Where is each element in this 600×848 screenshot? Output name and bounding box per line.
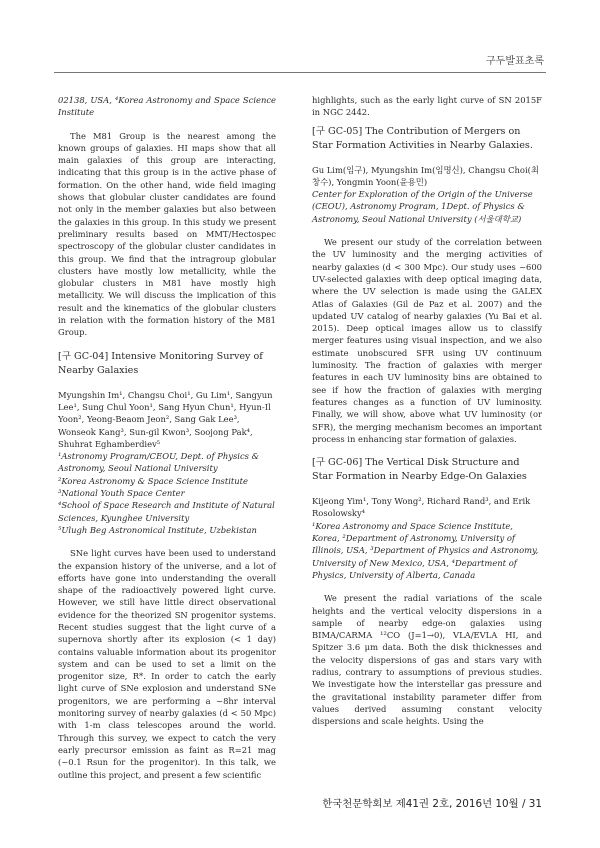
gc04-affiliation-3: ³National Youth Space Center	[58, 488, 185, 499]
gc05-authors: Gu Lim(임구), Myungshin Im(임명신), Changsu Choi(최창수), Yongmin Yoon(윤용민)	[312, 164, 540, 187]
gc04-title: [구 GC-04] Intensive Monitoring Survey of Nearby Galaxies	[58, 350, 263, 376]
header-divider	[54, 72, 546, 73]
gc06-authors: Kijeong Yim¹, Tony Wong², Richard Rand³, and Erik Rosolowsky⁴	[312, 496, 531, 519]
gc06-title: [구 GC-06] The Vertical Disk Structure and Star Formation in Nearby Edge-On Galaxies	[312, 457, 527, 483]
gc04-affiliation-2: ²Korea Astronomy & Space Science Institute	[58, 475, 248, 486]
gc04-affiliation-5: ⁵Ulugh Beg Astronomical Institute, Uzbekistan	[58, 524, 257, 535]
right-column	[312, 94, 542, 727]
gc04-affiliation-1: ¹Astronomy Program/CEOU, Dept. of Physics & Astronomy, Seoul National University	[58, 451, 260, 474]
gc06-abstract-text: We present the radial variations of the scale heights and the vertical velocity dispersions in a sample of nearby edge-on galaxies using BIMA/CARMA ¹²CO (J=1→0), VLA/EVLA HI, and Spitzer 3.6 μm data. Both the disk thicknesses and the velocity dispersions of gas and stars vary with radius, contrary to assumptions of previous studies. We investigate how the interstellar gas pressure and the gravitational instability parameter differ from values derived assuming constant velocity dispersions and scale heights. Using the	[312, 593, 542, 727]
continued-abstract-text: highlights, such as the early light curve of SN 2015F in NGC 2442.	[312, 95, 542, 118]
section-header-tag: 구두발표초록	[486, 56, 544, 67]
m81-abstract-text: The M81 Group is the nearest among the known groups of galaxies. HI maps show that all main galaxies of this group are interacting, indicating that this group is in the active phase of formation. On the other hand, wide field imaging shows that globular cluster candidates are found not only in the member galaxies but also between the galaxies in this group. In this study we present preliminary results based on MMT/Hectospec spectroscopy of the globular cluster candidates in this group. We find that the intragroup globular clusters have mostly low metallicity, while the globular clusters in M81 have mostly high metallicity. We will discuss the implication of this result and the kinematics of the globular clusters in relation with the formation history of the M81 Group.	[58, 130, 276, 338]
gc05-abstract-text: We present our study of the correlation between the UV luminosity and the merging activities of nearby galaxies (d < 300 Mpc). Our study uses ~600 UV-selected galaxies with deep optical imaging data, where the UV selection is made using the GALEX Atlas of Galaxies (Gil de Paz et al. 2007) and the updated UV catalog of nearby galaxies (Yu Bai et al. 2015). Deep optical images allow us to classify merger features using visual inspection, and we also estimate unobscured SFR using UV continuum luminosity. The fraction of galaxies with merger features in each UV luminosity bins are obtained to see if how the fraction of galaxies with merging features changes as a function of UV luminosity. Finally, we will show, above what UV luminosity (or SFR), the merging mechanism becomes an important process in enhancing star formation of galaxies.	[312, 237, 542, 444]
left-column	[58, 94, 276, 781]
gc04-abstract-text: SNe light curves have been used to understand the expansion history of the universe, and a lot of efforts have gone into understanding the overall shape of the radioactively powered light curve. However, we still have little direct observational evidence for the theorized SN progenitor systems. Recent studies suggest that the light curve of a supernova shortly after its explosion (< 1 day) contains valuable information about its progenitor system and can be used to set a limit on the progenitor size, R*. In order to catch the early light curve of SNe explosion and understand SNe progenitors, we are performing a ~8hr interval monitoring survey of nearby galaxies (d < 50 Mpc) with 1-m class telescopes around the world. Through this survey, we expect to catch the very early precursor emission as faint as R=21 mag (~0.1 Rsun for the progenitor). In this talk, we outline this project, and present a few scientific	[58, 548, 276, 780]
gc05-affiliation: Center for Exploration of the Origin of the Universe (CEOU), Astronomy Program, 1Dept. of Physics & Astronomy, Seoul National University (서울대학교)	[312, 189, 533, 224]
continued-affiliation: 02138, USA, ⁴Korea Astronomy and Space Science Institute	[58, 95, 276, 118]
gc06-affiliation: ¹Korea Astronomy and Space Science Institute, Korea, ²Department of Astronomy, University of Illinois, USA, ³Department of Physics and Astronomy, University of New Mexico, USA, ⁴Department of Physics, University of Alberta, Canada	[312, 520, 539, 580]
gc04-affiliation-4: ⁴School of Space Research and Institute of Natural Sciences, Kyunghee University	[58, 500, 275, 523]
journal-footer: 한국천문학회보 제41권 2호, 2016년 10월 / 31	[322, 798, 542, 810]
gc04-authors: Myungshin Im¹, Changsu Choi¹, Gu Lim¹, Sangyun Lee¹, Sung Chul Yoon¹, Sang Hyun Chun¹, Hyun-Il Yoon², Yeong-Beaom Jeon², Sang Gak Lee³, Wonseok Kang³, Sun-gil Kwon³, Soojong Pak⁴, Shuhrat Eghamberdiev⁵	[58, 389, 273, 449]
gc05-title: [구 GC-05] The Contribution of Mergers on Star Formation Activities in Nearby Galaxies.	[312, 125, 533, 151]
